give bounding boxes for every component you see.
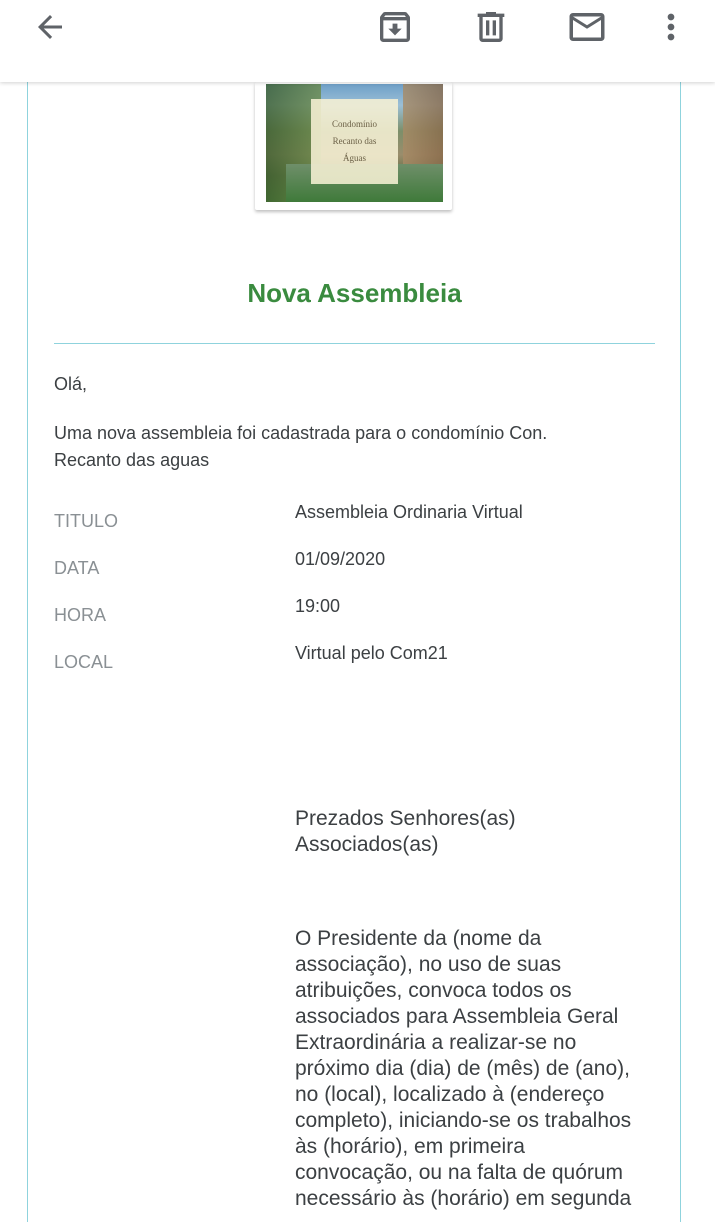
more-vert-icon bbox=[651, 7, 691, 47]
intro-line-2: Recanto das aguas bbox=[54, 450, 210, 470]
title-divider bbox=[54, 343, 655, 344]
field-label-local: LOCAL bbox=[54, 652, 114, 672]
body-line: associados para Assembleia Geral bbox=[295, 1005, 619, 1028]
arrow-back-icon bbox=[32, 9, 68, 45]
archive-icon bbox=[375, 7, 415, 47]
delete-button[interactable] bbox=[468, 4, 514, 50]
mail-icon bbox=[566, 6, 608, 48]
salutation bbox=[295, 806, 665, 858]
greeting: Olá, bbox=[54, 374, 88, 394]
field-value-hora: 19:00 bbox=[295, 596, 341, 616]
convocation-paragraph bbox=[295, 926, 665, 1212]
intro-text bbox=[54, 420, 634, 474]
banner-plaque bbox=[311, 99, 398, 184]
back-button[interactable] bbox=[27, 4, 73, 50]
banner-line-1: Condomínio bbox=[331, 119, 377, 129]
body-line: Extraordinária a realizar-se no bbox=[295, 1031, 577, 1054]
field-value-titulo: Assembleia Ordinaria Virtual bbox=[295, 502, 523, 522]
body-line: necessário às (horário) em segunda bbox=[295, 1187, 632, 1210]
archive-button[interactable] bbox=[372, 4, 418, 50]
field-label-hora: HORA bbox=[54, 605, 107, 625]
body-line: associação), no uso de suas bbox=[295, 953, 562, 976]
field-label-titulo: TITULO bbox=[54, 511, 119, 531]
banner-photo bbox=[266, 84, 443, 202]
body-line: às (horário), em primeira bbox=[295, 1135, 525, 1158]
body-line: atribuições, convoca todos os bbox=[295, 979, 572, 1002]
field-value-data: 01/09/2020 bbox=[295, 549, 386, 569]
field-label-data: DATA bbox=[54, 558, 100, 578]
more-options-button[interactable] bbox=[648, 4, 694, 50]
field-value-local: Virtual pelo Com21 bbox=[295, 643, 448, 663]
body-line: próximo dia (dia) de (mês) de (ano), bbox=[295, 1057, 630, 1080]
trash-icon bbox=[471, 7, 511, 47]
banner-line-2: Recanto das bbox=[332, 136, 377, 146]
body-line: completo), iniciando-se os trabalhos bbox=[295, 1109, 632, 1132]
salutation-line-1: Prezados Senhores(as) bbox=[295, 807, 516, 830]
email-toolbar bbox=[0, 0, 715, 82]
condominium-banner bbox=[255, 82, 452, 210]
mark-unread-button[interactable] bbox=[564, 4, 610, 50]
email-title: Nova Assembleia bbox=[247, 278, 462, 308]
banner-line-3: Águas bbox=[343, 153, 366, 163]
salutation-line-2: Associados(as) bbox=[295, 833, 439, 856]
body-line: convocação, ou na falta de quórum bbox=[295, 1161, 624, 1184]
body-line: no (local), localizado à (endereço bbox=[295, 1083, 605, 1106]
body-line: O Presidente da (nome da bbox=[295, 927, 542, 950]
intro-line-1: Uma nova assembleia foi cadastrada para o condomínio Con. bbox=[54, 423, 548, 443]
